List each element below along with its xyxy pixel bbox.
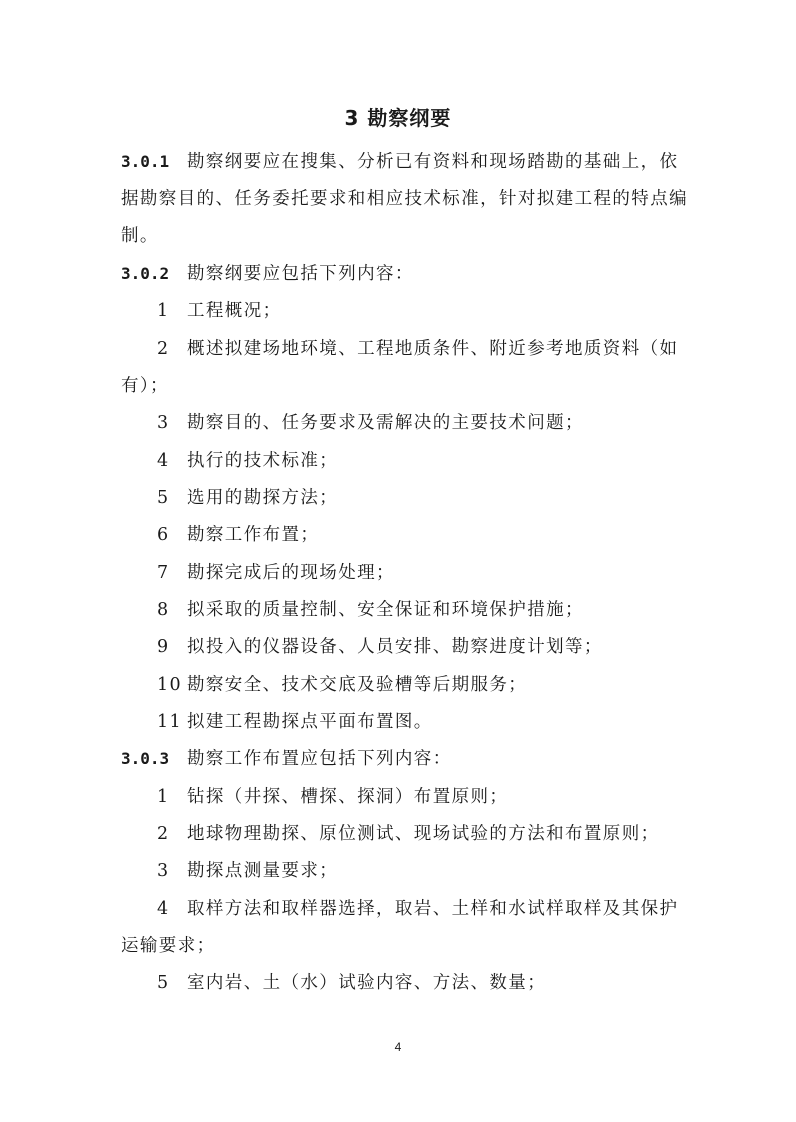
item-number: 10: [157, 675, 183, 695]
item-number: 4: [157, 451, 170, 471]
list-item: [157, 709, 717, 735]
item-text: 地球物理勘探、原位测试、现场试验的方法和布置原则；: [187, 824, 660, 844]
clause-text-line: 据勘察目的、任务委托要求和相应技术标准，针对拟建工程的特点编: [121, 189, 688, 209]
list-item: [157, 858, 717, 884]
item-number: 3: [157, 861, 170, 881]
page-title: 3 勘察纲要: [344, 106, 452, 130]
item-number: 5: [157, 973, 170, 993]
clause-text: 勘察纲要应在搜集、分析已有资料和现场踏勘的基础上，依: [187, 152, 679, 172]
item-number: 4: [157, 899, 170, 919]
list-item: [157, 522, 717, 548]
item-text: 拟采取的质量控制、安全保证和环境保护措施；: [187, 600, 584, 620]
item-text: 概述拟建场地环境、工程地质条件、附近参考地质资料（如: [187, 339, 679, 359]
clause-number: 3.0.3: [121, 749, 170, 768]
item-text: 勘察目的、任务要求及需解决的主要技术问题；: [187, 413, 584, 433]
list-item: [157, 896, 717, 922]
list-item: [157, 821, 717, 847]
clause-number: 3.0.2: [121, 264, 170, 283]
clause-3-0-2: [121, 261, 681, 287]
clause-text-line: 制。: [121, 226, 159, 246]
item-number: 5: [157, 488, 170, 508]
item-continuation: 有）；: [121, 376, 169, 396]
list-item: [157, 485, 717, 511]
item-number: 2: [157, 339, 170, 359]
item-number: 1: [157, 787, 170, 807]
item-number: 2: [157, 824, 170, 844]
item-text: 拟建工程勘探点平面布置图。: [187, 712, 433, 732]
item-text: 勘探点测量要求；: [187, 861, 339, 881]
item-text: 取样方法和取样器选择，取岩、土样和水试样取样及其保护: [187, 899, 679, 919]
item-number: 7: [157, 563, 170, 583]
list-item: [157, 560, 717, 586]
item-text: 工程概况；: [187, 301, 282, 321]
list-item: [157, 672, 717, 698]
item-text: 室内岩、土（水）试验内容、方法、数量；: [187, 973, 547, 993]
list-item: [157, 336, 717, 362]
list-item: [157, 410, 717, 436]
clause-text: 勘察工作布置应包括下列内容：: [187, 749, 452, 769]
item-number: 3: [157, 413, 170, 433]
item-text: 钻探（井探、槽探、探洞）布置原则；: [187, 787, 509, 807]
item-continuation: 运输要求；: [121, 936, 216, 956]
list-item: [157, 298, 717, 324]
item-number: 8: [157, 600, 170, 620]
item-number: 11: [157, 712, 183, 732]
list-item: [157, 597, 717, 623]
item-text: 勘察工作布置；: [187, 525, 320, 545]
item-text: 勘察安全、技术交底及验槽等后期服务；: [187, 675, 528, 695]
item-text: 执行的技术标准；: [187, 451, 339, 471]
list-item: [157, 784, 717, 810]
page-number: 4: [394, 1040, 402, 1054]
clause-3-0-3: [121, 746, 681, 772]
item-number: 6: [157, 525, 170, 545]
item-text: 选用的勘探方法；: [187, 488, 339, 508]
list-item: [157, 634, 717, 660]
list-item: [157, 448, 717, 474]
clause-text: 勘察纲要应包括下列内容：: [187, 264, 414, 284]
item-number: 9: [157, 637, 170, 657]
clause-3-0-1: [121, 149, 681, 175]
item-text: 拟投入的仪器设备、人员安排、勘察进度计划等；: [187, 637, 603, 657]
item-text: 勘探完成后的现场处理；: [187, 563, 395, 583]
item-number: 1: [157, 301, 170, 321]
list-item: [157, 970, 717, 996]
clause-number: 3.0.1: [121, 152, 170, 171]
